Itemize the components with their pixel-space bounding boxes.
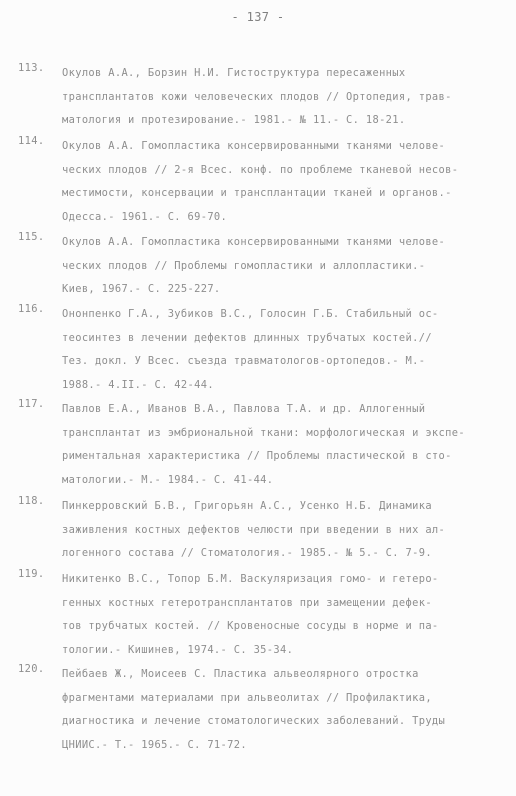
reference-line: Пейбаев Ж., Моисеев С. Пластика альвеолярного отростка: [62, 668, 419, 680]
reference-line: трансплантатов кожи человеческих плодов // Ортопедия, трав-: [62, 90, 452, 103]
reference-line: Павлов Е.А., Иванов В.А., Павлова Т.А. и др. Аллогенный: [62, 403, 426, 415]
reference-entry-115: [18, 231, 498, 302]
reference-entry-119: [18, 568, 498, 662]
reference-line: Одесса.- 1961.- С. 69-70.: [62, 210, 228, 223]
reference-line: риментальная характеристика // Проблемы пластической в сто-: [62, 450, 452, 462]
reference-line: логенного состава // Стоматология.- 1985.- № 5.- С. 7-9.: [62, 547, 432, 559]
reference-line: диагностика и лечение стоматологических заболеваний. Труды: [62, 715, 446, 727]
reference-line: заживления костных дефектов челюсти при введении в них ал-: [62, 523, 446, 536]
reference-line: Окулов А.А. Гомопластика консервированными тканями челове-: [62, 140, 446, 152]
reference-entry-116: [18, 303, 498, 397]
reference-entry-120: [18, 663, 498, 757]
reference-line: ческих плодов // 2-я Всес. конф. по проблеме тканевой несов-: [62, 163, 459, 176]
reference-number: 118.: [18, 495, 45, 507]
reference-entry-117: [18, 398, 498, 492]
reference-number: 116.: [18, 303, 45, 315]
reference-number: 115.: [18, 231, 45, 243]
reference-entry-118: [18, 495, 498, 566]
reference-line: Пинкерровский Б.В., Григорьян А.С., Усенко Н.Б. Динамика: [62, 500, 432, 512]
reference-line: генных костных гетеротрансплантатов при замещении дефек-: [62, 596, 432, 609]
reference-number: 117.: [18, 398, 45, 410]
reference-line: Киев, 1967.- С. 225-227.: [62, 283, 221, 295]
reference-line: теосинтез в лечении дефектов длинных трубчатых костей.//: [62, 331, 432, 344]
reference-number: 120.: [18, 663, 45, 675]
reference-line: Окулов А.А. Гомопластика консервированными тканями челове-: [62, 236, 446, 248]
reference-entry-114: [18, 135, 498, 229]
reference-line: Окулов А.А., Борзин Н.И. Гистоструктура пересаженных: [62, 67, 406, 79]
reference-line: Ононпенко Г.А., Зубиков В.С., Голосин Г.Б. Стабильный ос-: [62, 308, 439, 320]
reference-line: тов трубчатых костей. // Кровеносные сосуды в норме и па-: [62, 620, 439, 632]
page-number: - 137 -: [231, 10, 285, 24]
reference-line: местимости, консервации и трансплантации тканей и органов.-: [62, 187, 452, 199]
reference-number: 114.: [18, 135, 45, 147]
reference-line: Тез. докл. У Всес. съезда травматологов-ортопедов.- М.-: [62, 355, 426, 367]
reference-line: матологии.- М.- 1984.- С. 41-44.: [62, 473, 274, 486]
reference-number: 119.: [18, 568, 45, 580]
reference-line: фрагментами материалами при альвеолитах // Профилактика,: [62, 691, 432, 704]
reference-line: тологии.- Кишинев, 1974.- С. 35-34.: [62, 643, 294, 656]
reference-line: 1988.- 4.II.- С. 42-44.: [62, 378, 214, 391]
reference-line: Никитенко В.С., Топор Б.М. Васкуляризация гомо- и гетеро-: [62, 573, 439, 585]
reference-entry-113: [18, 62, 498, 133]
reference-line: матология и протезирование.- 1981.- № 11.- С. 18-21.: [62, 114, 406, 126]
reference-number: 113.: [18, 62, 45, 74]
reference-line: ческих плодов // Проблемы гомопластики и аллопластики.-: [62, 259, 426, 272]
reference-line: трансплантат из эмбриональной ткани: морфологическая и экспе-: [62, 426, 465, 439]
reference-line: ЦНИИС.- Т.- 1965.- С. 71-72.: [62, 738, 247, 751]
